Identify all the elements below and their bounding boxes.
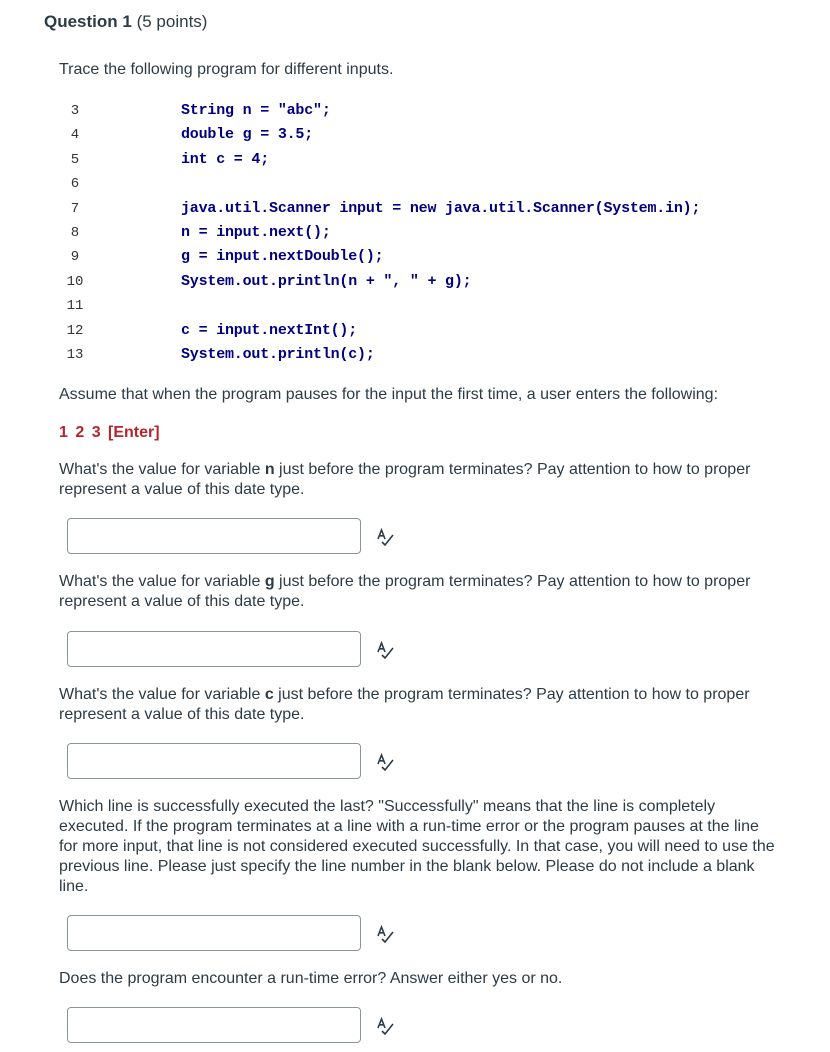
- code-line: [59, 100, 799, 124]
- prompt-variable-c: [59, 685, 779, 725]
- code-line: [59, 198, 799, 222]
- line-number: 9: [70, 249, 80, 266]
- code-line: [59, 246, 799, 270]
- prompt-text: What's the value for variable: [59, 573, 265, 590]
- line-number: 7: [70, 200, 80, 217]
- answer-row-last-line: [67, 915, 407, 955]
- line-number: 5: [70, 151, 80, 168]
- code-text: System.out.println(c);: [181, 345, 375, 363]
- user-input-example: 1 2 3 [Enter]: [59, 424, 160, 441]
- prompt-text: just before the program terminates? Pay attention to how to proper represent a value of this date type.: [59, 686, 750, 723]
- line-number: 12: [66, 322, 84, 339]
- line-number: 11: [66, 298, 84, 315]
- prompt-text: just before the program terminates? Pay attention to how to proper represent a value of this date type.: [59, 573, 751, 610]
- question-header: [44, 12, 207, 32]
- question-title: Question 1: [44, 12, 132, 31]
- line-number: 6: [70, 176, 80, 193]
- spellcheck-icon[interactable]: [375, 641, 395, 659]
- answer-input-last-line[interactable]: [67, 915, 361, 951]
- line-number: 4: [70, 127, 80, 144]
- line-number: 3: [70, 103, 80, 119]
- answer-row-runtime-error: [67, 1007, 407, 1047]
- code-line: [59, 344, 799, 368]
- answer-row-c: [67, 743, 407, 783]
- code-text: n = input.next();: [181, 223, 331, 241]
- prompt-variable-n: [59, 460, 779, 500]
- answer-input-c[interactable]: [67, 743, 361, 779]
- variable-name: c: [264, 686, 274, 703]
- question-intro: Trace the following program for different inputs.: [59, 61, 394, 78]
- code-text: double g = 3.5;: [181, 126, 314, 144]
- spellcheck-icon[interactable]: [375, 753, 395, 771]
- answer-row-n: [67, 518, 407, 558]
- prompt-text: just before the program terminates? Pay attention to how to proper represent a value of this date type.: [59, 461, 751, 498]
- code-text: java.util.Scanner input = new java.util.Scanner(System.in);: [181, 199, 701, 217]
- code-line: [59, 271, 799, 295]
- prompt-text: What's the value for variable: [59, 461, 265, 478]
- code-text: c = input.nextInt();: [181, 321, 358, 339]
- line-number: 8: [70, 224, 80, 241]
- prompt-runtime-error: Does the program encounter a run-time error? Answer either yes or no.: [59, 970, 563, 987]
- prompt-variable-g: [59, 572, 779, 612]
- variable-name: g: [264, 573, 275, 590]
- code-line: [59, 149, 799, 173]
- question-points: (5 points): [136, 12, 208, 31]
- code-text: System.out.println(n + ", " + g);: [181, 272, 472, 290]
- prompt-text: What's the value for variable: [59, 686, 265, 703]
- spellcheck-icon[interactable]: [375, 528, 395, 546]
- code-line: [59, 295, 799, 319]
- line-number: 13: [66, 346, 84, 363]
- answer-input-g[interactable]: [67, 631, 361, 667]
- code-text: String n = "abc";: [181, 102, 331, 119]
- answer-input-runtime-error[interactable]: [67, 1007, 361, 1043]
- answer-row-g: [67, 631, 407, 671]
- code-line: [59, 173, 799, 197]
- code-block: [59, 100, 799, 368]
- spellcheck-icon[interactable]: [375, 925, 395, 943]
- prompt-last-line: Which line is successfully executed the last? "Successfully" means that the line is completely executed. If the program terminates at a line with a run-time error or the program pauses at the line for more input, that line is not considered executed successfully. In that case, you will need to use the previous line. Please just specify the line number in the blank below. Please do not include a blank line.: [59, 798, 775, 895]
- answer-input-n[interactable]: [67, 518, 361, 554]
- code-line: [59, 124, 799, 148]
- spellcheck-icon[interactable]: [375, 1017, 395, 1035]
- variable-name: n: [264, 461, 275, 478]
- line-number: 10: [66, 273, 84, 290]
- code-text: g = input.nextDouble();: [181, 248, 384, 266]
- code-line: [59, 222, 799, 246]
- code-line: [59, 320, 799, 344]
- assumption-text: Assume that when the program pauses for the input the first time, a user enters the following:: [59, 386, 719, 403]
- code-text: int c = 4;: [181, 150, 270, 168]
